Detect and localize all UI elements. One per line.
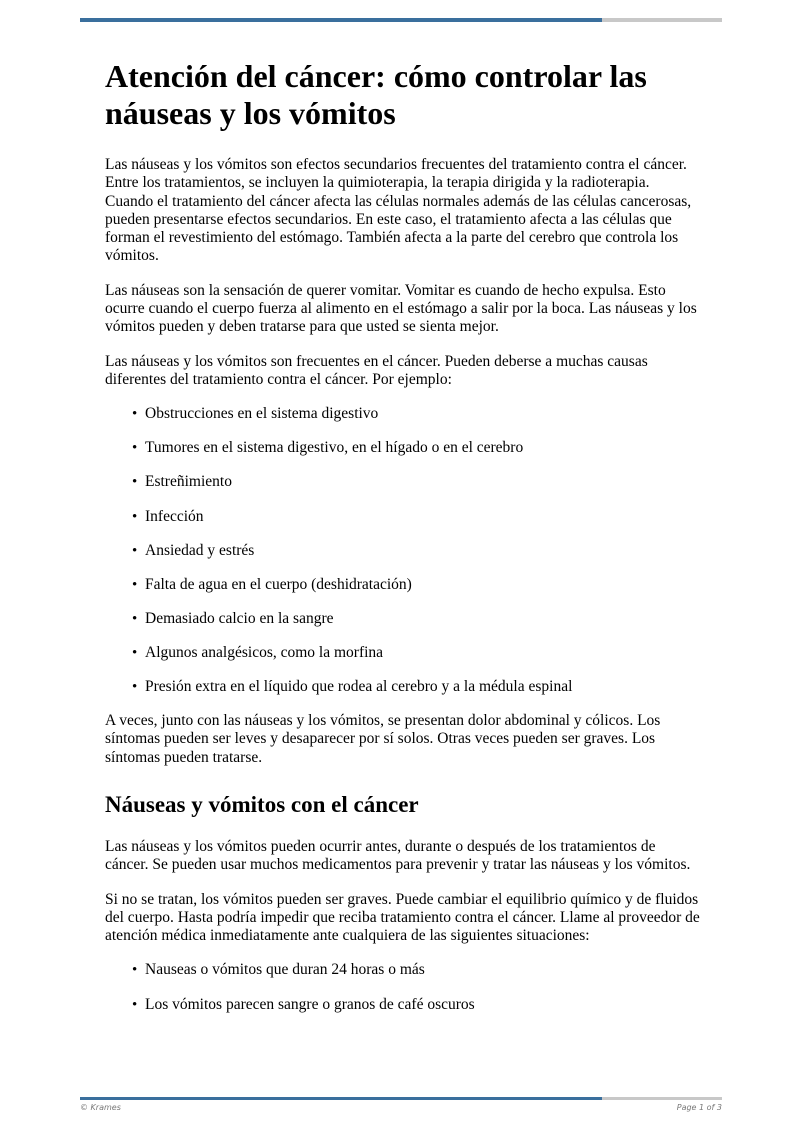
section-paragraph-1: Las náuseas y los vómitos pueden ocurrir antes, durante o después de los tratamientos de cáncer. Se pueden usar muchos medicamentos para prevenir y tratar las náuseas y los vómitos.	[105, 838, 691, 874]
bullet-icon: •	[132, 644, 138, 661]
bullet-icon: •	[132, 406, 138, 423]
header-rule	[80, 18, 722, 22]
bullet-icon: •	[132, 679, 138, 696]
list-item: • Obstrucciones en el sistema digestivo	[132, 405, 379, 423]
list-item: • Nauseas o vómitos que duran 24 horas o más	[132, 961, 425, 979]
list-item: • Falta de agua en el cuerpo (deshidratación)	[132, 575, 412, 593]
bullet-icon: •	[132, 996, 138, 1013]
list-item: • Estreñimiento	[132, 473, 232, 491]
page-number: Page 1 of 3	[676, 1103, 722, 1112]
causes-list	[105, 405, 700, 696]
bullet-icon: •	[132, 542, 138, 559]
list-item: • Presión extra en el líquido que rodea al cerebro y a la médula espinal	[132, 678, 573, 696]
intro-paragraph-1: Las náuseas y los vómitos son efectos secundarios frecuentes del tratamiento contra el cáncer. Entre los tratamientos, se incluyen la quimioterapia, la terapia dirigida y la radioterapia. Cuando el tratamiento del cáncer afecta las células normales además de las células cancerosas, pueden presentarse efectos secundarios. En este caso, el tratamiento afecta a las células que forman el revestimiento del estómago. También afecta a la parte del cerebro que controla los vómitos.	[105, 156, 692, 265]
bullet-icon: •	[132, 576, 138, 593]
bullet-icon: •	[132, 474, 138, 491]
list-item: • Demasiado calcio en la sangre	[132, 609, 334, 627]
bullet-icon: •	[132, 508, 138, 525]
header-rule-accent	[80, 18, 602, 22]
copyright: © Krames	[80, 1103, 121, 1112]
bullet-icon: •	[132, 962, 138, 979]
document-body	[105, 58, 700, 1030]
intro-paragraph-2: Las náuseas son la sensación de querer vomitar. Vomitar es cuando de hecho expulsa. Esto ocurre cuando el cuerpo fuerza al alimento en el estómago a salir por la boca. Las náuseas y los vómitos pueden y deben tratarse para que usted se sienta mejor.	[105, 281, 697, 336]
page-title: Atención del cáncer: cómo controlar las náuseas y los vómitos	[105, 58, 647, 131]
warnings-list	[105, 961, 700, 1013]
bullet-icon: •	[132, 440, 138, 457]
section-paragraph-2: Si no se tratan, los vómitos pueden ser graves. Puede cambiar el equilibrio químico y de fluidos del cuerpo. Hasta podría impedir que reciba tratamiento contra el cáncer. Llame al proveedor de atención médica inmediatamente ante cualquiera de las siguientes situaciones:	[105, 890, 700, 945]
list-item: • Los vómitos parecen sangre o granos de café oscuros	[132, 995, 475, 1013]
list-item: • Tumores en el sistema digestivo, en el hígado o en el cerebro	[132, 439, 524, 457]
section-heading: Náuseas y vómitos con el cáncer	[105, 792, 419, 817]
list-item: • Ansiedad y estrés	[132, 541, 255, 559]
footer-rule-accent	[80, 1097, 602, 1100]
intro-paragraph-4: A veces, junto con las náuseas y los vómitos, se presentan dolor abdominal y cólicos. Los síntomas pueden ser leves y desaparecer por sí solos. Otras veces pueden ser graves. Los síntomas pueden tratarse.	[105, 712, 661, 766]
bullet-icon: •	[132, 610, 138, 627]
intro-paragraph-3: Las náuseas y los vómitos son frecuentes en el cáncer. Pueden deberse a muchas causas diferentes del tratamiento contra el cáncer. Por ejemplo:	[105, 352, 648, 388]
list-item: • Algunos analgésicos, como la morfina	[132, 643, 384, 661]
list-item: • Infección	[132, 507, 204, 525]
footer-rule	[80, 1097, 722, 1100]
